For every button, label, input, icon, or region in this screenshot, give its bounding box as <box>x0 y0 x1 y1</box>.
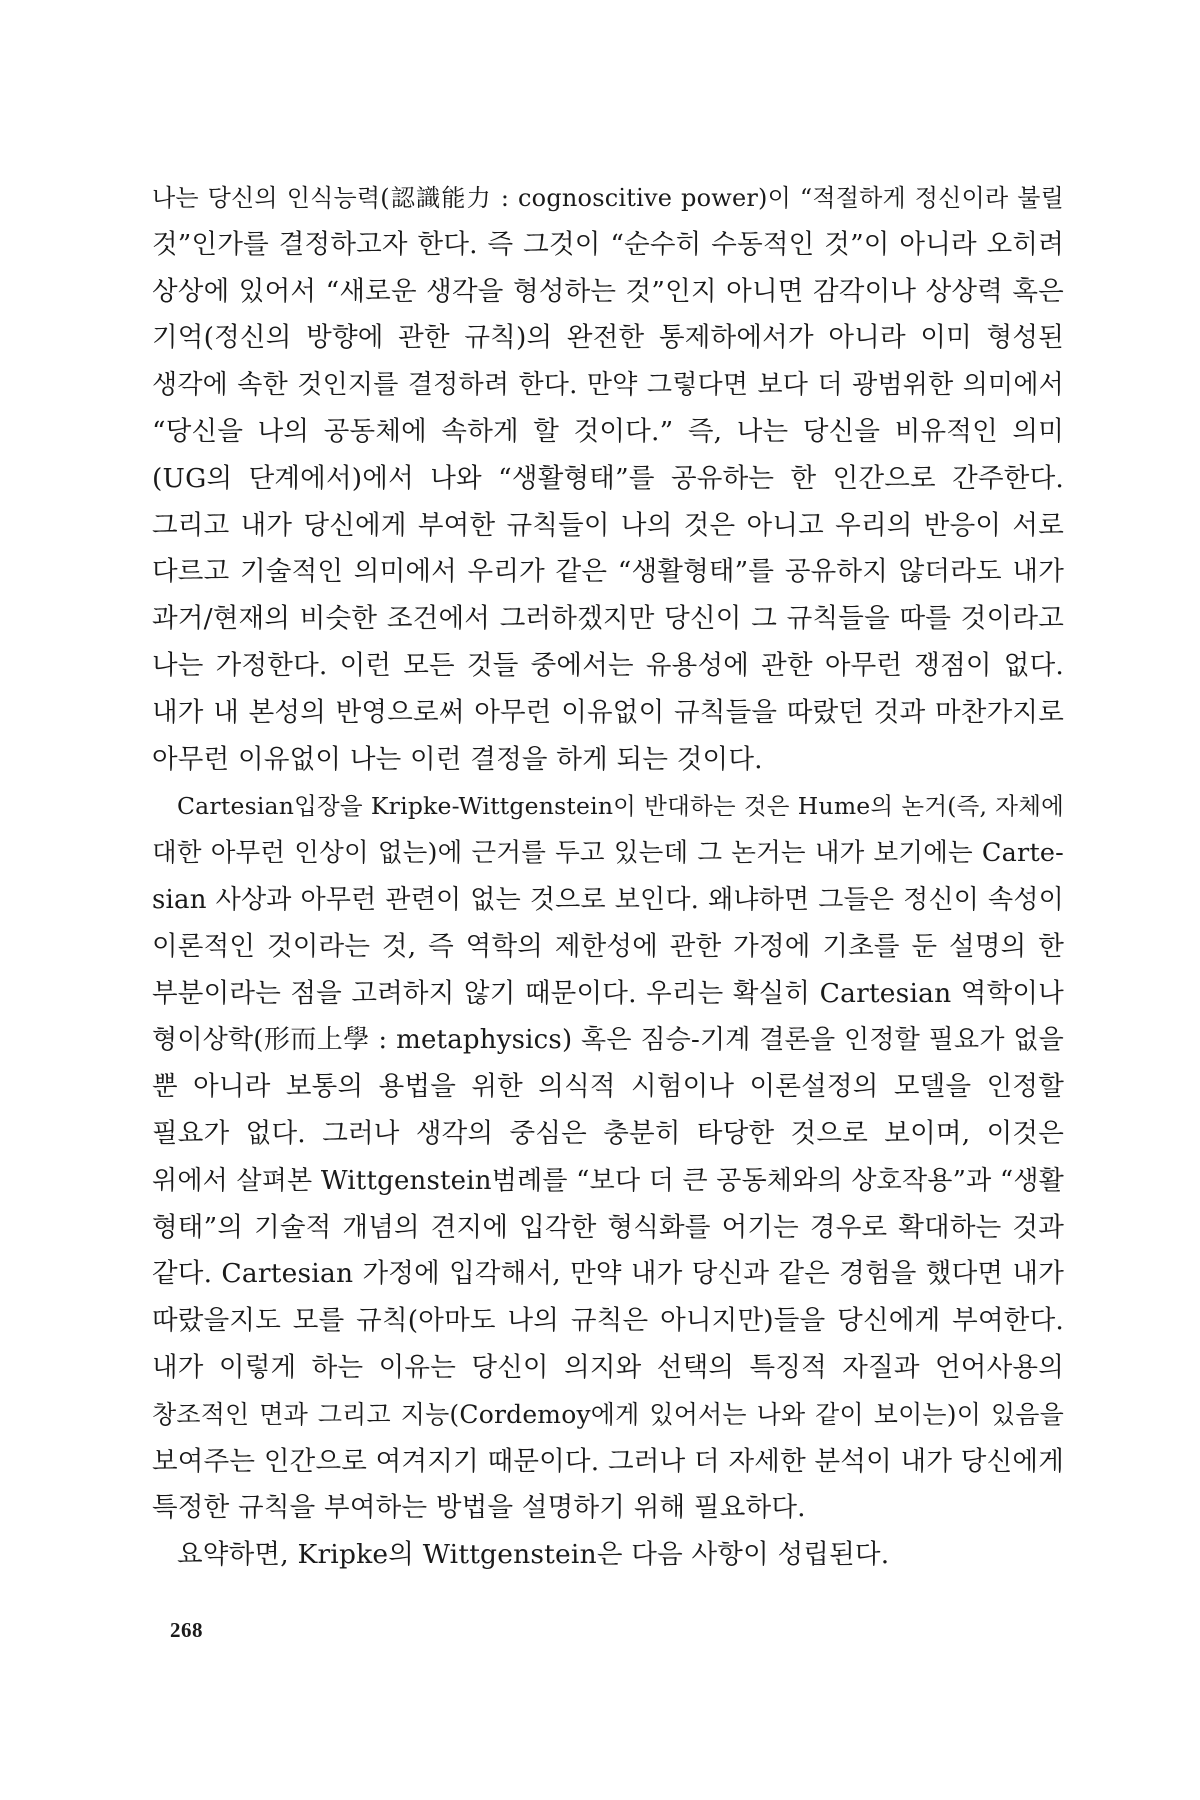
text-line: Cartesian입장을 Kripke-Wittgenstein이 반대하는 것은 Hume의 논거(즉, 자체에 <box>177 792 1064 821</box>
text-line: 생각에 속한 것인지를 결정하려 한다. 만약 그렇다면 보다 더 광범위한 의미에서 <box>152 370 1064 401</box>
text-line: 아무런 이유없이 나는 이런 결정을 하게 되는 것이다. <box>152 743 763 775</box>
text-line: 내가 내 본성의 반영으로써 아무런 이유없이 규칙들을 따랐던 것과 마찬가지로 <box>152 696 1064 728</box>
body-text <box>152 175 1064 1579</box>
text-line: 과거/현재의 비슷한 조건에서 그러하겠지만 당신이 그 규칙들을 따를 것이라고 <box>152 603 1064 635</box>
text-line: 창조적인 면과 그리고 지능(Cordemoy에게 있어서는 나와 같이 보이는)이 있음을 <box>152 1399 1064 1429</box>
text-line: 다르고 기술적인 의미에서 우리가 같은 “생활형태”를 공유하지 않더라도 내가 <box>152 556 1064 588</box>
text-line: 필요가 없다. 그러나 생각의 중심은 충분히 타당한 것으로 보이며, 이것은 <box>152 1117 1064 1149</box>
text-line: 나는 당신의 인식능력(認識能力 : cognoscitive power)이 “적절하게 정신이라 불릴 <box>152 184 1064 212</box>
text-line: 대한 아무런 인상이 없는)에 근거를 두고 있는데 그 논거는 내가 보기에는 Carte- <box>152 838 1064 869</box>
text-line: sian 사상과 아무런 관련이 없는 것으로 보인다. 왜냐하면 그들은 정신이 속성이 <box>152 884 1064 915</box>
text-line: 내가 이렇게 하는 이유는 당신이 의지와 선택의 특징적 자질과 언어사용의 <box>152 1351 1064 1383</box>
text-line: 형이상학(形而上學 : metaphysics) 혹은 짐승-기계 결론을 인정할 필요가 없을 <box>152 1025 1064 1056</box>
text-line: 요약하면, Kripke의 Wittgenstein은 다음 사항이 성립된다. <box>177 1539 890 1571</box>
text-line: “당신을 나의 공동체에 속하게 할 것이다.” 즉, 나는 당신을 비유적인 의미 <box>152 415 1064 447</box>
text-line: 부분이라는 점을 고려하지 않기 때문이다. 우리는 확실히 Cartesian 역학이나 <box>152 977 1064 1009</box>
text-line: 보여주는 인간으로 여겨지기 때문이다. 그러나 더 자세한 분석이 내가 당신에게 <box>152 1445 1064 1477</box>
text-line: 것”인가를 결정하고자 한다. 즉 그것이 “순수히 수동적인 것”이 아니라 오히려 <box>152 228 1064 260</box>
text-line: 같다. Cartesian 가정에 입각해서, 만약 내가 당신과 같은 경험을 했다면 내가 <box>152 1258 1064 1290</box>
text-line: 상상에 있어서 “새로운 생각을 형성하는 것”인지 아니면 감각이나 상상력 혹은 <box>152 275 1064 307</box>
text-line: 그리고 내가 당신에게 부여한 규칙들이 나의 것은 아니고 우리의 반응이 서로 <box>152 509 1064 541</box>
text-line: 이론적인 것이라는 것, 즉 역학의 제한성에 관한 가정에 기초를 둔 설명의 한 <box>152 930 1064 962</box>
text-line: 나는 가정한다. 이런 모든 것들 중에서는 유용성에 관한 아무런 쟁점이 없다. <box>152 649 1064 681</box>
text-line: 뿐 아니라 보통의 용법을 위한 의식적 시험이나 이론설정의 모델을 인정할 <box>152 1071 1064 1103</box>
text-line: 특정한 규칙을 부여하는 방법을 설명하기 위해 필요하다. <box>152 1492 806 1524</box>
text-line: 기억(정신의 방향에 관한 규칙)의 완전한 통제하에서가 아니라 이미 형성된 <box>152 322 1064 354</box>
text-line: 형태”의 기술적 개념의 견지에 입각한 형식화를 어기는 경우로 확대하는 것과 <box>152 1211 1064 1243</box>
text-line: 위에서 살펴본 Wittgenstein범례를 “보다 더 큰 공동체와의 상호작용”과 “생활 <box>152 1165 1064 1196</box>
text-line: (UG의 단계에서)에서 나와 “생활형태”를 공유하는 한 인간으로 간주한다. <box>152 462 1064 494</box>
page-number: 268 <box>170 1618 203 1642</box>
text-line: 따랐을지도 모를 규칙(아마도 나의 규칙은 아니지만)들을 당신에게 부여한다. <box>152 1305 1064 1337</box>
